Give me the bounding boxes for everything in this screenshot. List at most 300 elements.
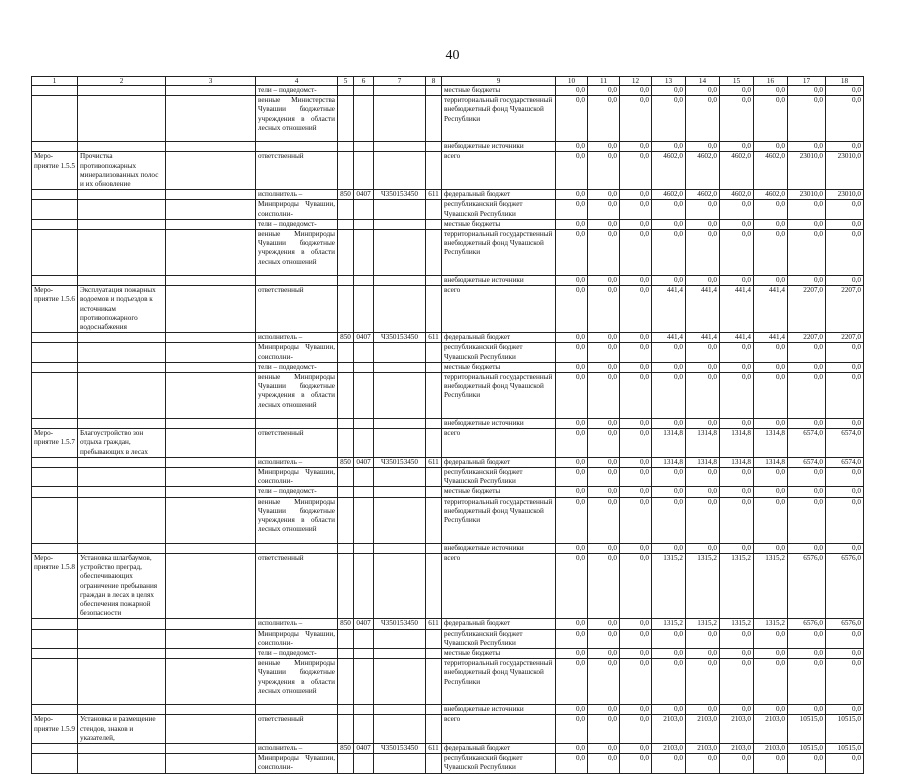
amount-cell: 0,0 <box>556 619 588 629</box>
amount-cell: 0,0 <box>686 659 720 705</box>
amount-cell: 0,0 <box>652 343 686 362</box>
table-row <box>32 142 864 152</box>
target-code <box>374 659 426 705</box>
amount-cell: 0,0 <box>652 230 686 276</box>
amount-cell: 2103,0 <box>686 743 720 753</box>
amount-cell: 0,0 <box>720 230 754 276</box>
expense-code <box>426 286 442 333</box>
funding-source: республиканский бюджет Чувашской Республики <box>442 468 556 487</box>
amount-cell: 23010,0 <box>788 190 826 200</box>
event-name <box>78 142 166 152</box>
amount-cell: 6576,0 <box>826 553 864 618</box>
amount-cell: 0,0 <box>556 286 588 333</box>
amount-cell: 4602,0 <box>720 190 754 200</box>
event-name <box>78 648 166 658</box>
event-name <box>78 487 166 497</box>
amount-cell: 0,0 <box>788 362 826 372</box>
event-number <box>32 743 78 753</box>
event-number: Меро-приятие 1.5.6 <box>32 286 78 333</box>
funding-source: федеральный бюджет <box>442 619 556 629</box>
amount-cell: 0,0 <box>588 705 620 715</box>
responsible-executor: тели – подведомст- <box>256 362 338 372</box>
funding-source: федеральный бюджет <box>442 743 556 753</box>
event-name <box>78 333 166 343</box>
amount-cell: 0,0 <box>588 715 620 744</box>
target-code <box>374 648 426 658</box>
amount-cell: 441,4 <box>720 286 754 333</box>
amount-cell: 0,0 <box>652 543 686 553</box>
event-number <box>32 219 78 229</box>
amount-cell: 0,0 <box>686 754 720 773</box>
section-code <box>354 715 374 744</box>
amount-cell: 0,0 <box>652 276 686 286</box>
amount-cell: 0,0 <box>686 543 720 553</box>
amount-cell: 0,0 <box>754 219 788 229</box>
amount-cell: 0,0 <box>754 497 788 543</box>
expense-code: 611 <box>426 190 442 200</box>
amount-cell: 0,0 <box>788 230 826 276</box>
cell-3 <box>166 200 256 219</box>
amount-cell: 1315,2 <box>686 619 720 629</box>
target-code <box>374 152 426 190</box>
amount-cell: 0,0 <box>686 96 720 142</box>
amount-cell: 0,0 <box>556 276 588 286</box>
amount-cell: 0,0 <box>588 648 620 658</box>
expense-code <box>426 553 442 618</box>
amount-cell: 6574,0 <box>788 429 826 458</box>
amount-cell: 0,0 <box>826 487 864 497</box>
cell-3 <box>166 457 256 467</box>
amount-cell: 0,0 <box>720 362 754 372</box>
amount-cell: 0,0 <box>556 96 588 142</box>
expense-code <box>426 219 442 229</box>
amount-cell: 0,0 <box>588 543 620 553</box>
amount-cell: 0,0 <box>556 659 588 705</box>
responsible-executor: ответственный <box>256 715 338 744</box>
cell-3 <box>166 715 256 744</box>
event-name <box>78 362 166 372</box>
table-row <box>32 629 864 648</box>
cell-3 <box>166 333 256 343</box>
column-header: 15 <box>720 77 754 86</box>
amount-cell: 0,0 <box>826 343 864 362</box>
amount-cell: 0,0 <box>652 705 686 715</box>
amount-cell: 0,0 <box>686 373 720 419</box>
amount-cell: 0,0 <box>686 648 720 658</box>
responsible-executor <box>256 705 338 715</box>
section-code <box>354 152 374 190</box>
amount-cell: 441,4 <box>720 333 754 343</box>
gp-code <box>338 373 354 419</box>
event-number <box>32 343 78 362</box>
column-header: 9 <box>442 77 556 86</box>
table-row <box>32 190 864 200</box>
section-code <box>354 705 374 715</box>
amount-cell: 0,0 <box>826 230 864 276</box>
expense-code <box>426 629 442 648</box>
amount-cell: 0,0 <box>826 754 864 773</box>
amount-cell: 0,0 <box>556 487 588 497</box>
section-code <box>354 659 374 705</box>
target-code: Ч350153450 <box>374 333 426 343</box>
amount-cell: 441,4 <box>686 286 720 333</box>
event-number <box>32 619 78 629</box>
expense-code: 611 <box>426 333 442 343</box>
responsible-executor <box>256 419 338 429</box>
expense-code <box>426 715 442 744</box>
amount-cell: 2103,0 <box>652 743 686 753</box>
table-row <box>32 543 864 553</box>
amount-cell: 0,0 <box>620 715 652 744</box>
amount-cell: 0,0 <box>826 497 864 543</box>
amount-cell: 0,0 <box>588 429 620 458</box>
amount-cell: 441,4 <box>652 333 686 343</box>
event-number <box>32 200 78 219</box>
amount-cell: 6574,0 <box>788 457 826 467</box>
amount-cell: 0,0 <box>686 343 720 362</box>
amount-cell: 4602,0 <box>754 152 788 190</box>
amount-cell: 0,0 <box>588 86 620 96</box>
amount-cell: 0,0 <box>686 276 720 286</box>
amount-cell: 0,0 <box>588 152 620 190</box>
target-code <box>374 276 426 286</box>
responsible-executor: тели – подведомст- <box>256 219 338 229</box>
amount-cell: 0,0 <box>620 200 652 219</box>
amount-cell: 0,0 <box>788 96 826 142</box>
amount-cell: 0,0 <box>788 468 826 487</box>
target-code <box>374 86 426 96</box>
gp-code <box>338 468 354 487</box>
table-row <box>32 333 864 343</box>
table-row <box>32 648 864 658</box>
amount-cell: 0,0 <box>620 96 652 142</box>
expense-code <box>426 659 442 705</box>
table-row <box>32 96 864 142</box>
amount-cell: 0,0 <box>652 200 686 219</box>
amount-cell: 2103,0 <box>652 715 686 744</box>
funding-source: территориальный государственный внебюджетный фонд Чувашской Республики <box>442 96 556 142</box>
target-code: Ч350153450 <box>374 743 426 753</box>
target-code <box>374 468 426 487</box>
expense-code <box>426 468 442 487</box>
amount-cell: 0,0 <box>686 362 720 372</box>
amount-cell: 0,0 <box>720 200 754 219</box>
amount-cell: 0,0 <box>588 457 620 467</box>
amount-cell: 0,0 <box>652 659 686 705</box>
funding-source: местные бюджеты <box>442 362 556 372</box>
target-code <box>374 219 426 229</box>
amount-cell: 0,0 <box>588 497 620 543</box>
funding-source: внебюджетные источники <box>442 419 556 429</box>
amount-cell: 0,0 <box>556 754 588 773</box>
responsible-executor: ответственный <box>256 152 338 190</box>
responsible-executor: исполнитель – <box>256 190 338 200</box>
funding-source: всего <box>442 286 556 333</box>
gp-code <box>338 200 354 219</box>
amount-cell: 0,0 <box>588 286 620 333</box>
section-code <box>354 219 374 229</box>
amount-cell: 0,0 <box>686 487 720 497</box>
amount-cell: 0,0 <box>826 96 864 142</box>
amount-cell: 0,0 <box>620 190 652 200</box>
amount-cell: 0,0 <box>620 648 652 658</box>
amount-cell: 0,0 <box>556 429 588 458</box>
gp-code <box>338 286 354 333</box>
event-number <box>32 543 78 553</box>
amount-cell: 0,0 <box>556 715 588 744</box>
target-code <box>374 754 426 773</box>
amount-cell: 2207,0 <box>788 333 826 343</box>
target-code: Ч350153450 <box>374 457 426 467</box>
gp-code <box>338 497 354 543</box>
gp-code <box>338 429 354 458</box>
amount-cell: 0,0 <box>652 419 686 429</box>
cell-3 <box>166 754 256 773</box>
cell-3 <box>166 629 256 648</box>
amount-cell: 441,4 <box>754 333 788 343</box>
event-number: Меро-приятие 1.5.8 <box>32 553 78 618</box>
amount-cell: 0,0 <box>788 142 826 152</box>
gp-code <box>338 715 354 744</box>
gp-code <box>338 648 354 658</box>
gp-code: 850 <box>338 457 354 467</box>
section-code <box>354 142 374 152</box>
amount-cell: 0,0 <box>652 362 686 372</box>
amount-cell: 0,0 <box>556 152 588 190</box>
amount-cell: 1314,8 <box>720 429 754 458</box>
amount-cell: 0,0 <box>556 648 588 658</box>
amount-cell: 0,0 <box>620 429 652 458</box>
amount-cell: 0,0 <box>556 219 588 229</box>
responsible-executor: венные Минприроды Чувашии бюджетные учреждения в области лесных отношений <box>256 497 338 543</box>
gp-code: 850 <box>338 619 354 629</box>
amount-cell: 1314,8 <box>754 429 788 458</box>
section-code <box>354 276 374 286</box>
responsible-executor: исполнитель – <box>256 333 338 343</box>
column-header: 12 <box>620 77 652 86</box>
amount-cell: 0,0 <box>788 629 826 648</box>
column-header: 6 <box>354 77 374 86</box>
event-number: Меро-приятие 1.5.5 <box>32 152 78 190</box>
amount-cell: 0,0 <box>720 543 754 553</box>
amount-cell: 0,0 <box>788 219 826 229</box>
amount-cell: 0,0 <box>788 659 826 705</box>
amount-cell: 0,0 <box>556 142 588 152</box>
amount-cell: 0,0 <box>826 373 864 419</box>
amount-cell: 0,0 <box>620 543 652 553</box>
amount-cell: 0,0 <box>556 457 588 467</box>
event-number <box>32 276 78 286</box>
event-number <box>32 487 78 497</box>
amount-cell: 0,0 <box>754 276 788 286</box>
amount-cell: 1315,2 <box>686 553 720 618</box>
cell-3 <box>166 487 256 497</box>
responsible-executor: Минприроды Чувашии, соисполни- <box>256 754 338 773</box>
amount-cell: 0,0 <box>754 373 788 419</box>
event-name <box>78 373 166 419</box>
section-code <box>354 230 374 276</box>
amount-cell: 0,0 <box>754 96 788 142</box>
page-number: 40 <box>445 48 460 63</box>
table-row <box>32 659 864 705</box>
expense-code <box>426 705 442 715</box>
expense-code <box>426 152 442 190</box>
funding-source: республиканский бюджет Чувашской Республики <box>442 754 556 773</box>
event-name <box>78 200 166 219</box>
amount-cell: 10515,0 <box>788 743 826 753</box>
column-header: 5 <box>338 77 354 86</box>
target-code <box>374 230 426 276</box>
amount-cell: 6576,0 <box>826 619 864 629</box>
funding-source: республиканский бюджет Чувашской Республики <box>442 629 556 648</box>
table-row <box>32 230 864 276</box>
event-number <box>32 96 78 142</box>
amount-cell: 0,0 <box>588 629 620 648</box>
amount-cell: 4602,0 <box>686 152 720 190</box>
gp-code: 850 <box>338 190 354 200</box>
table-row <box>32 286 864 333</box>
section-code: 0407 <box>354 190 374 200</box>
cell-3 <box>166 705 256 715</box>
cell-3 <box>166 86 256 96</box>
responsible-executor: венные Минприроды Чувашии бюджетные учреждения в области лесных отношений <box>256 230 338 276</box>
event-number <box>32 754 78 773</box>
amount-cell: 0,0 <box>720 497 754 543</box>
cell-3 <box>166 419 256 429</box>
target-code <box>374 553 426 618</box>
cell-3 <box>166 659 256 705</box>
amount-cell: 0,0 <box>652 754 686 773</box>
funding-source: территориальный государственный внебюджетный фонд Чувашской Республики <box>442 230 556 276</box>
amount-cell: 0,0 <box>620 619 652 629</box>
event-number <box>32 333 78 343</box>
section-code <box>354 648 374 658</box>
amount-cell: 0,0 <box>588 219 620 229</box>
amount-cell: 4602,0 <box>652 190 686 200</box>
amount-cell: 0,0 <box>620 487 652 497</box>
event-name <box>78 276 166 286</box>
amount-cell: 0,0 <box>588 619 620 629</box>
amount-cell: 0,0 <box>556 86 588 96</box>
responsible-executor: тели – подведомст- <box>256 86 338 96</box>
amount-cell: 0,0 <box>588 343 620 362</box>
amount-cell: 0,0 <box>754 648 788 658</box>
amount-cell: 0,0 <box>620 373 652 419</box>
section-code <box>354 373 374 419</box>
expense-code <box>426 86 442 96</box>
responsible-executor: Минприроды Чувашии, соисполни- <box>256 200 338 219</box>
amount-cell: 0,0 <box>754 86 788 96</box>
gp-code <box>338 276 354 286</box>
amount-cell: 0,0 <box>588 362 620 372</box>
gp-code <box>338 86 354 96</box>
amount-cell: 1314,8 <box>652 429 686 458</box>
amount-cell: 0,0 <box>788 86 826 96</box>
amount-cell: 2103,0 <box>754 743 788 753</box>
amount-cell: 0,0 <box>620 553 652 618</box>
gp-code <box>338 419 354 429</box>
amount-cell: 0,0 <box>720 276 754 286</box>
gp-code <box>338 543 354 553</box>
amount-cell: 0,0 <box>686 86 720 96</box>
event-number: Меро-приятие 1.5.9 <box>32 715 78 744</box>
cell-3 <box>166 543 256 553</box>
amount-cell: 0,0 <box>686 200 720 219</box>
amount-cell: 0,0 <box>588 96 620 142</box>
target-code <box>374 429 426 458</box>
amount-cell: 1315,2 <box>652 619 686 629</box>
amount-cell: 0,0 <box>788 754 826 773</box>
expense-code: 611 <box>426 457 442 467</box>
funding-source: территориальный государственный внебюджетный фонд Чувашской Республики <box>442 373 556 419</box>
amount-cell: 0,0 <box>754 629 788 648</box>
funding-source: республиканский бюджет Чувашской Республики <box>442 343 556 362</box>
amount-cell: 2103,0 <box>686 715 720 744</box>
table-row <box>32 429 864 458</box>
amount-cell: 0,0 <box>754 200 788 219</box>
target-code <box>374 487 426 497</box>
amount-cell: 0,0 <box>686 497 720 543</box>
event-number <box>32 457 78 467</box>
target-code <box>374 419 426 429</box>
amount-cell: 0,0 <box>620 362 652 372</box>
target-code <box>374 373 426 419</box>
responsible-executor: тели – подведомст- <box>256 487 338 497</box>
gp-code <box>338 362 354 372</box>
amount-cell: 0,0 <box>826 362 864 372</box>
expense-code <box>426 276 442 286</box>
amount-cell: 0,0 <box>620 468 652 487</box>
event-number <box>32 629 78 648</box>
amount-cell: 0,0 <box>754 754 788 773</box>
amount-cell: 2103,0 <box>754 715 788 744</box>
expense-code <box>426 362 442 372</box>
amount-cell: 0,0 <box>620 659 652 705</box>
amount-cell: 0,0 <box>788 487 826 497</box>
amount-cell: 0,0 <box>652 219 686 229</box>
gp-code <box>338 487 354 497</box>
table-row <box>32 86 864 96</box>
amount-cell: 0,0 <box>720 487 754 497</box>
amount-cell: 10515,0 <box>788 715 826 744</box>
funding-source: местные бюджеты <box>442 648 556 658</box>
amount-cell: 0,0 <box>556 419 588 429</box>
expense-code <box>426 200 442 219</box>
responsible-executor: Минприроды Чувашии, соисполни- <box>256 468 338 487</box>
event-number <box>32 142 78 152</box>
amount-cell: 0,0 <box>588 200 620 219</box>
amount-cell: 0,0 <box>720 419 754 429</box>
amount-cell: 0,0 <box>588 659 620 705</box>
amount-cell: 0,0 <box>720 219 754 229</box>
column-header: 4 <box>256 77 338 86</box>
cell-3 <box>166 152 256 190</box>
event-number <box>32 230 78 276</box>
funding-source: республиканский бюджет Чувашской Республики <box>442 200 556 219</box>
cell-3 <box>166 142 256 152</box>
event-name <box>78 419 166 429</box>
gp-code <box>338 343 354 362</box>
amount-cell: 10515,0 <box>826 743 864 753</box>
section-code: 0407 <box>354 743 374 753</box>
responsible-executor: ответственный <box>256 286 338 333</box>
amount-cell: 1315,2 <box>652 553 686 618</box>
funding-source: местные бюджеты <box>442 219 556 229</box>
funding-source: всего <box>442 152 556 190</box>
event-number <box>32 362 78 372</box>
amount-cell: 0,0 <box>588 142 620 152</box>
amount-cell: 0,0 <box>826 142 864 152</box>
